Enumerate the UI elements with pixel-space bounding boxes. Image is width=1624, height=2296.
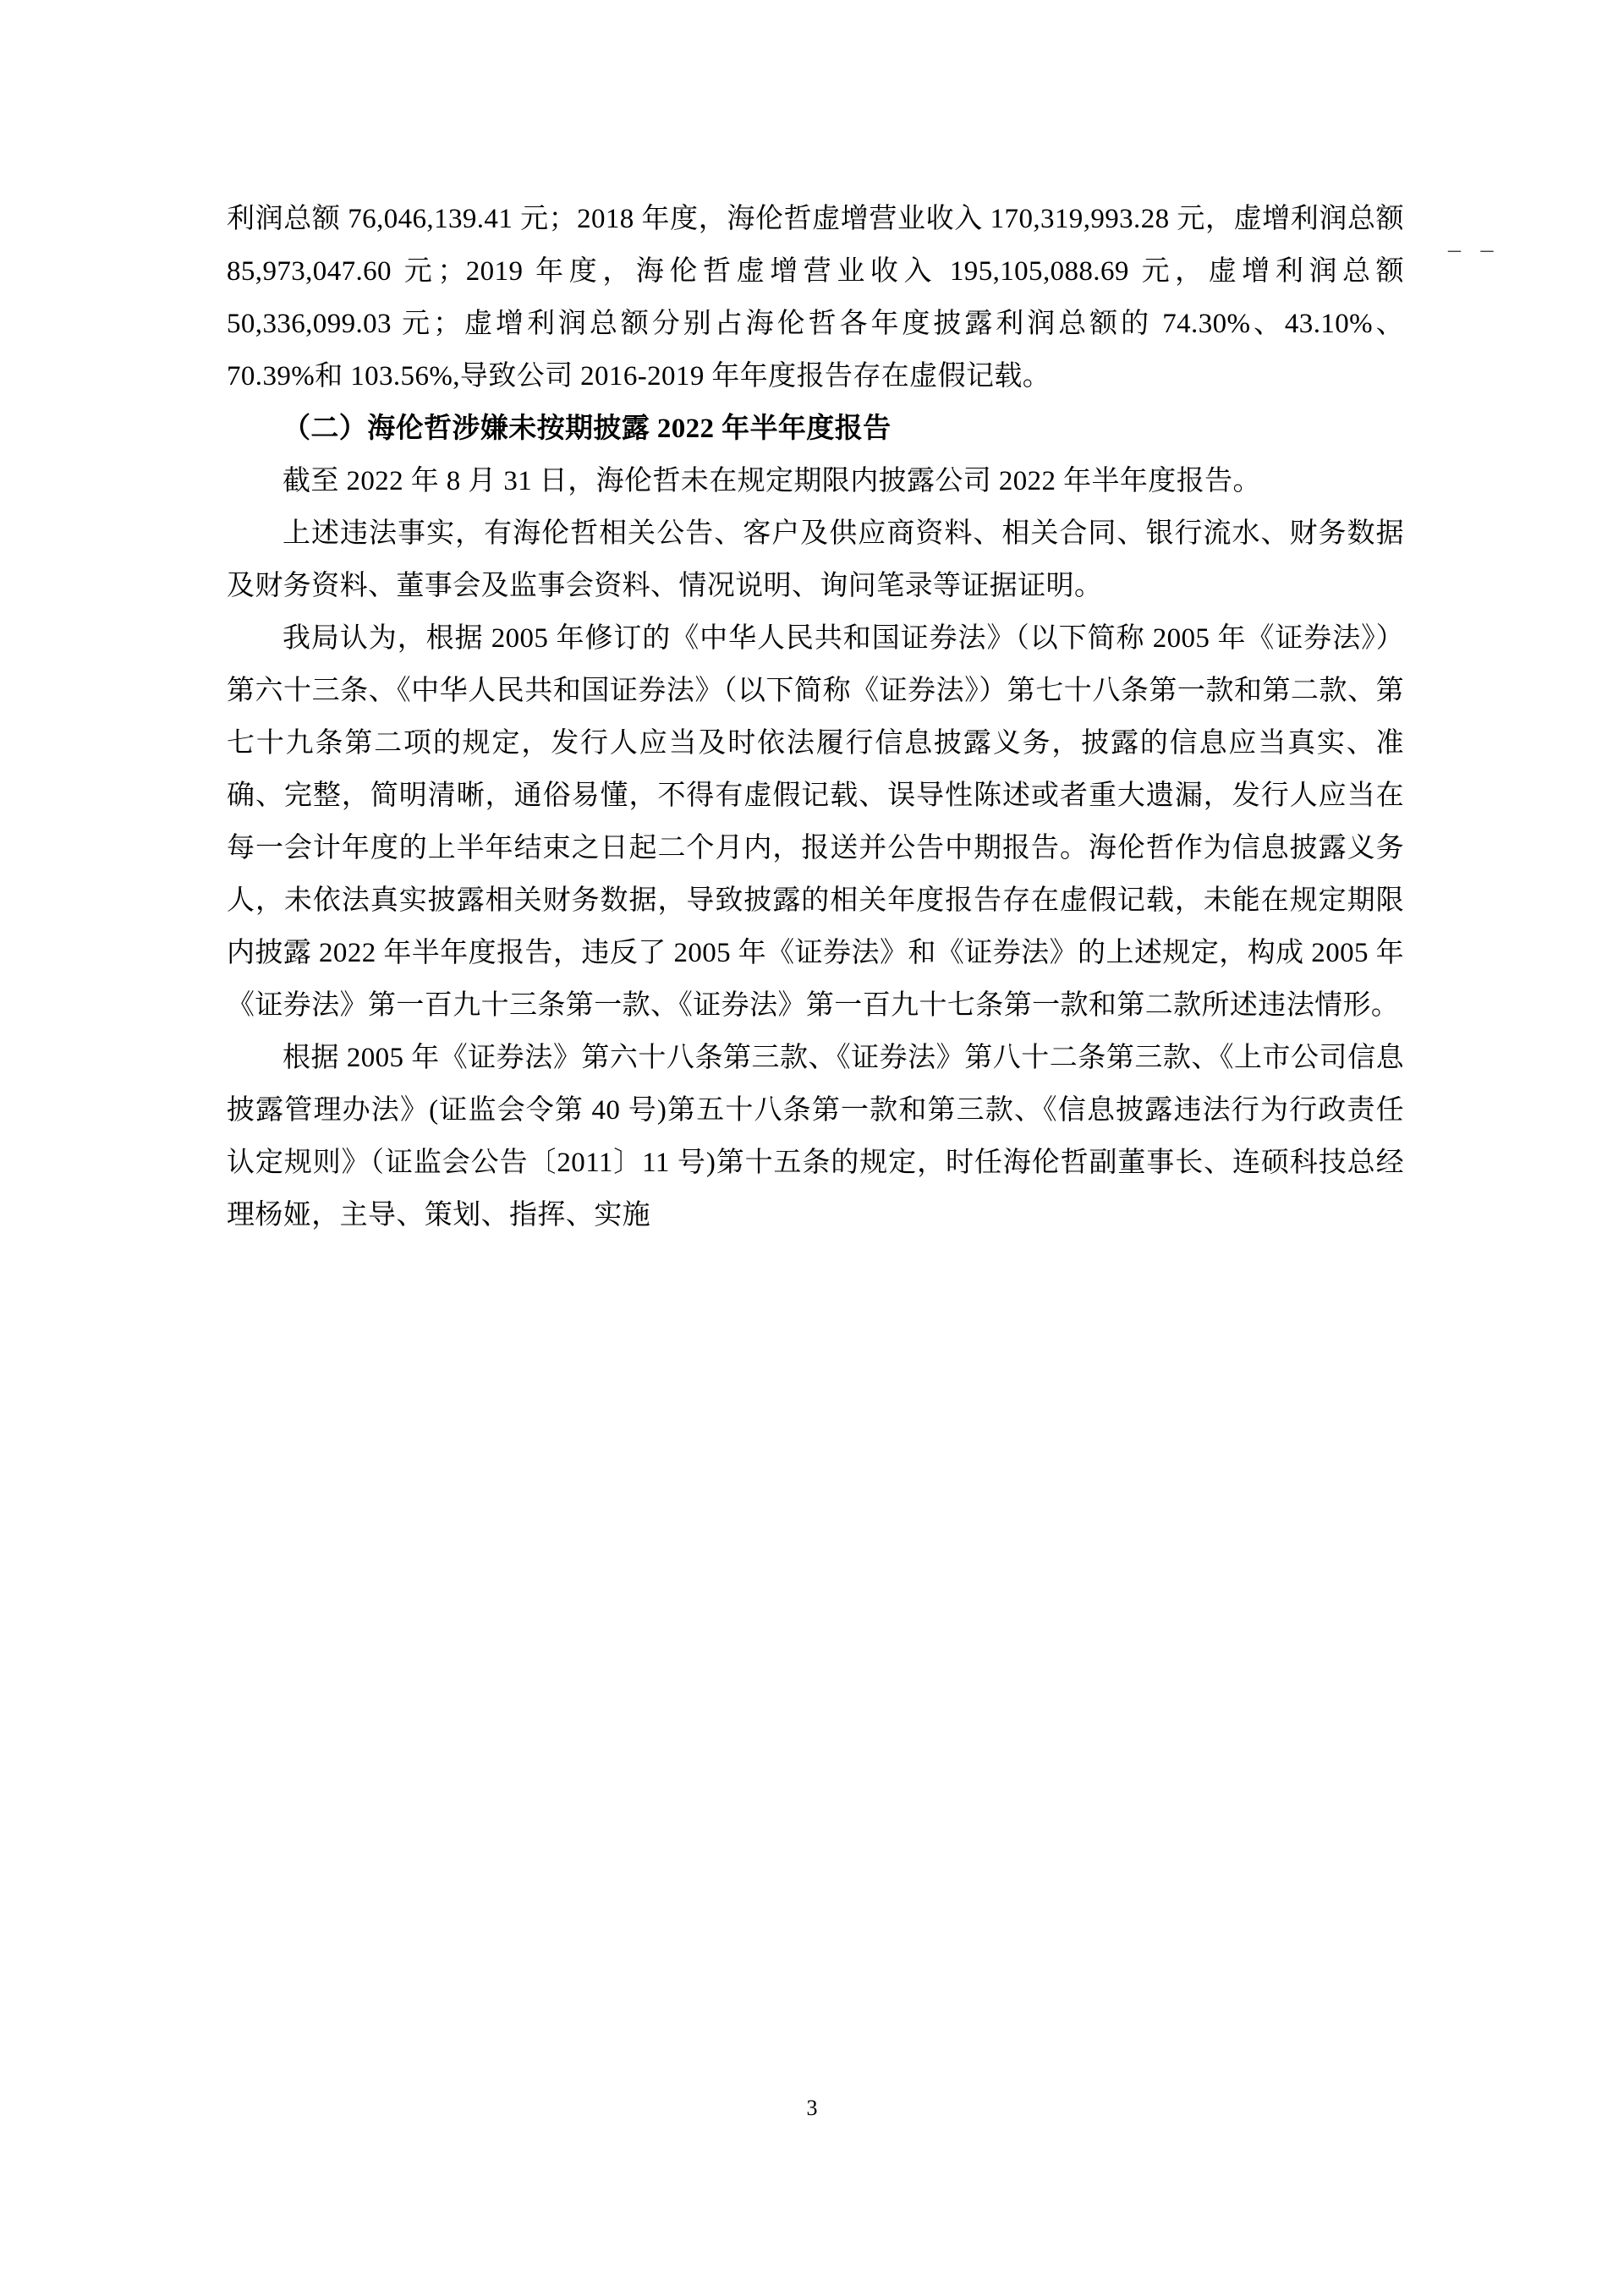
document-body xyxy=(227,193,1404,1241)
paragraph-responsibility-basis: 根据 2005 年《证券法》第六十八条第三款、《证券法》第八十二条第三款、《上市公司信息披露管理办法》(证监会令第 40 号)第五十八条第一款和第三款、《信息披露违法行为行政责任认定规则》（证监会公告〔2011〕11 号)第十五条的规定，时任海伦哲副董事长、连硕科技总经理杨娅，主导、策划、指挥、实施 xyxy=(227,1043,1404,1230)
paragraph-legal-opinion: 我局认为，根据 2005 年修订的《中华人民共和国证券法》（以下简称 2005 年《证券法》）第六十三条、《中华人民共和国证券法》（以下简称《证券法》）第七十八条第一款和第二款、第七十九条第二项的规定，发行人应当及时依法履行信息披露义务，披露的信息应当真实、准确、完整，简明清晰，通俗易懂，不得有虚假记载、误导性陈述或者重大遗漏，发行人应当在每一会计年度的上半年结束之日起二个月内，报送并公告中期报告。海伦哲作为信息披露义务人，未依法真实披露相关财务数据，导致披露的相关年度报告存在虚假记载，未能在规定期限内披露 2022 年半年度报告，违反了 2005 年《证券法》和《证券法》的上述规定，构成 2005 年《证券法》第一百九十三条第一款、《证券法》第一百九十七条第一款和第二款所述违法情形。 xyxy=(227,623,1404,1021)
paragraph-profit-inflation: 利润总额 76,046,139.41 元；2018 年度，海伦哲虚增营业收入 170,319,993.28 元，虚增利润总额 85,973,047.60 元；2019 年度，海伦哲虚增营业收入 195,105,088.69 元，虚增利润总额 50,336,099.03 元；虚增利润总额分别占海伦哲各年度披露利润总额的 74.30%、43.10%、70.39%和 103.56%,导致公司 2016-2019 年年度报告存在虚假记载。 xyxy=(227,204,1404,392)
page-number: 3 xyxy=(806,2096,818,2120)
heading-section-two: （二）海伦哲涉嫌未按期披露 2022 年半年度报告 xyxy=(283,414,892,444)
paragraph-evidence: 上述违法事实，有海伦哲相关公告、客户及供应商资料、相关合同、银行流水、财务数据及财务资料、董事会及监事会资料、情况说明、询问笔录等证据证明。 xyxy=(227,518,1404,601)
paragraph-half-year-report: 截至 2022 年 8 月 31 日，海伦哲未在规定期限内披露公司 2022 年半年度报告。 xyxy=(283,466,1261,496)
corner-mark: _ _ xyxy=(1448,227,1501,255)
